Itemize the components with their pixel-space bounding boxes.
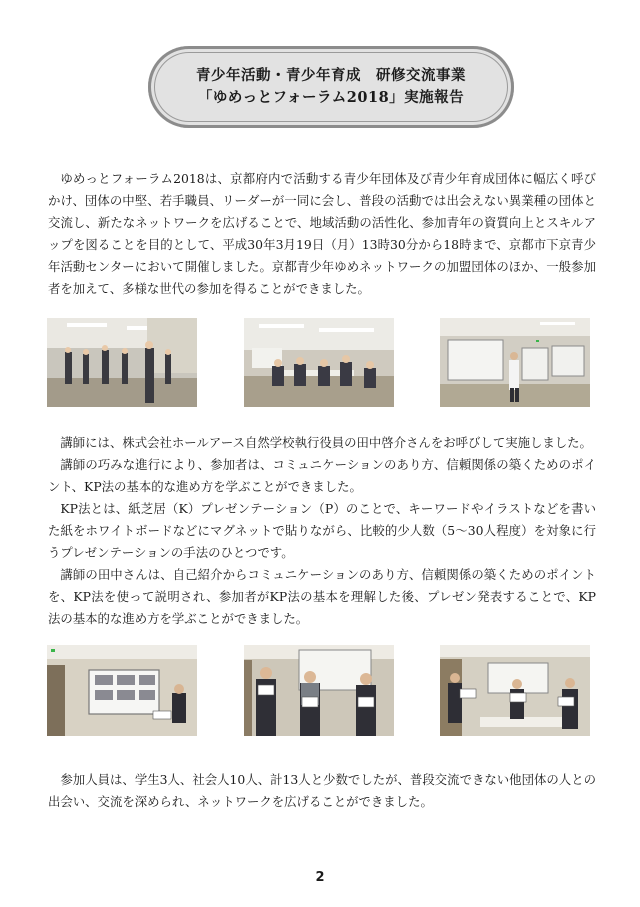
intro-text: ゆめっとフォーラム2018は、京都府内で活動する青少年団体及び青少年育成団体に幅広く呼びかけ、団体の中堅、若手職員、リーダーが一同に会し、普段の活動では出会えない異業種の団体と交流し、新たなネットワークを広げることで、地域活動の活性化、参加青年の資質向上とスキルアップを図ることを目的として、平成30年3月19日（月）13時30分から18時まで、京都市下京青少年活動センターにおいて開催しました。京都青少年ゆめネットワークの加盟団体のほか、一般参加者を加えて、多様な世代の参加を得ることができました。 <box>48 171 596 296</box>
title-line-1: 青少年活動・青少年育成 研修交流事業 <box>196 67 466 84</box>
photo-activity-5 <box>244 645 394 736</box>
body-p4: 講師の田中さんは、自己紹介からコミュニケーションのあり方、信頼関係の築くためのポイントを、KP法を使って説明され、参加者がKP法の基本を理解した後、プレゼン発表することで、KP法の基本的な進め方を学ぶことができました。 <box>48 567 596 626</box>
photo-activity-3 <box>440 318 590 407</box>
title-banner <box>148 46 514 128</box>
body-p2: 講師の巧みな進行により、参加者は、コミュニケーションのあり方、信頼関係の築くためのポイント、KP法の基本的な進め方を学ぶことができました。 <box>48 457 596 494</box>
title-line-2: 「ゆめっとフォーラム2018」実施報告 <box>197 89 465 106</box>
photo-activity-1 <box>47 318 197 407</box>
body-p1: 講師には、株式会社ホールアース自然学校執行役員の田中啓介さんをお呼びして実施しました。 <box>60 435 592 450</box>
photo-activity-4 <box>47 645 197 736</box>
photo-activity-6 <box>440 645 590 736</box>
closing-text: 参加人員は、学生3人、社会人10人、計13人と少数でしたが、普段交流できない他団体の人との出会い、交流を深められ、ネットワークを広げることができました。 <box>48 772 596 809</box>
photo-activity-2 <box>244 318 394 407</box>
body-p3: KP法とは、紙芝居（K）プレゼンテーション（P）のことで、キーワードやイラストなどを書いた紙をホワイトボードなどにマグネットで貼りながら、比較的少人数（5～30人程度）を対象に行うプレゼンテーションの手法のひとつです。 <box>48 501 596 560</box>
closing-paragraph <box>48 769 596 813</box>
page-number: 2 <box>315 870 325 885</box>
body-paragraphs <box>48 432 596 630</box>
intro-paragraph <box>48 168 596 300</box>
